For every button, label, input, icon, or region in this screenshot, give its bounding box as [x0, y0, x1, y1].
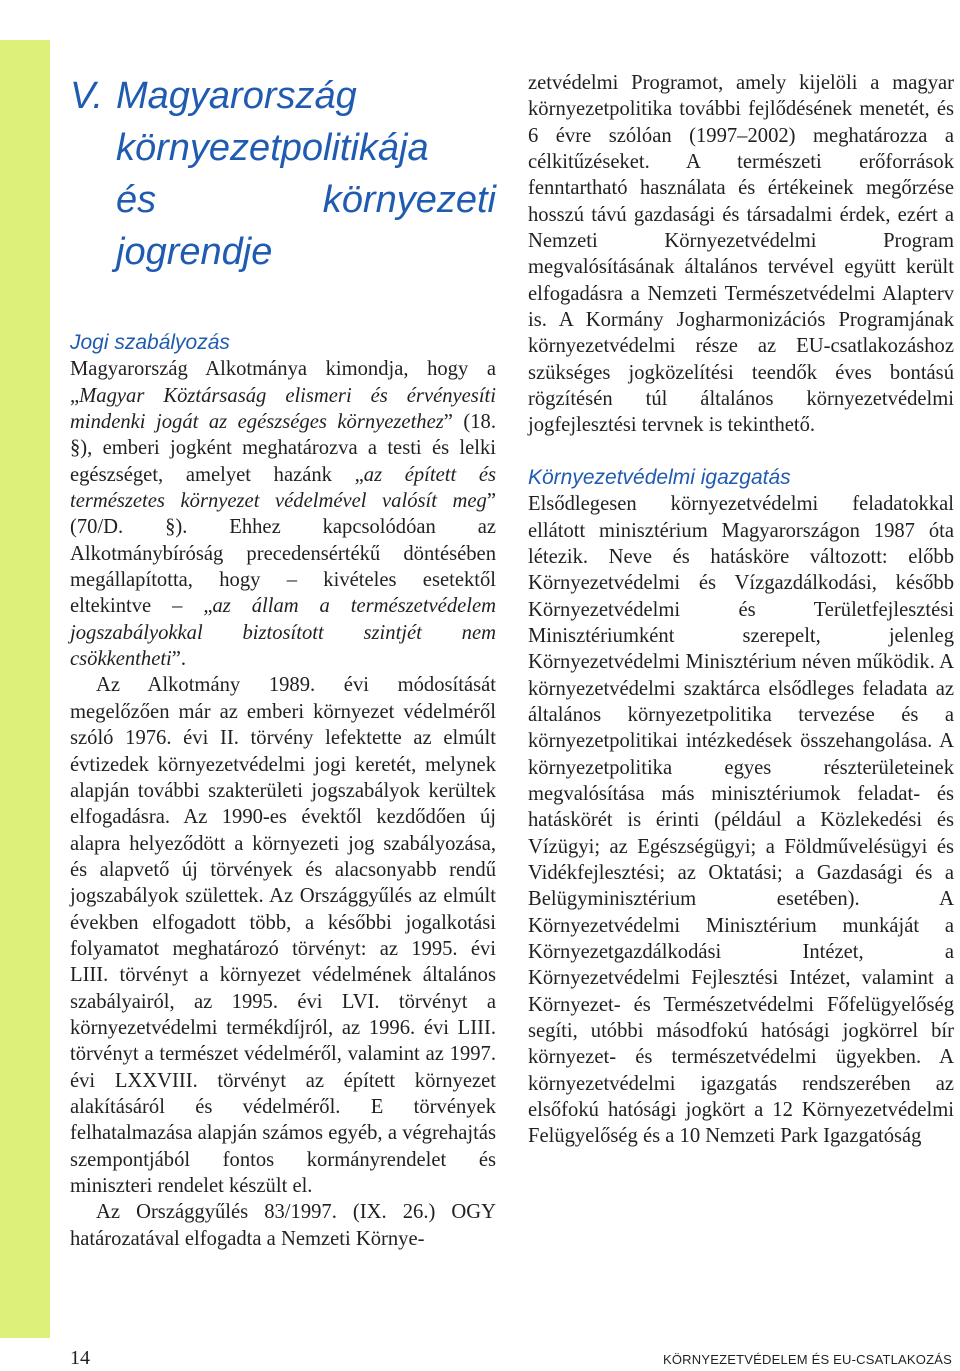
text-run: ” (18. §), emberi jogként meghatározva a testi és lelki egészséget, amelyet hazánk „: [70, 411, 497, 486]
chapter-title-text-1: Magyarország: [116, 75, 357, 117]
text-run: Magyarország Alkotmánya kimondja, hogy a „: [70, 358, 496, 407]
text-run: ” (70/D. §). Ehhez kapcsolódóan az Alkotmánybíróság precedensértékű döntésében megállapította, hogy – kivételes esetektől eltekintve – „: [70, 490, 496, 618]
quote-run: az állam a természetvédelem jogszabályokkal biztosított szintjét nem csökkentheti: [70, 595, 496, 671]
paragraph-laws: Az Alkotmány 1989. évi módosítását megelőzően már az emberi környezet védelméről szóló 1976. évi II. törvény lefektette az elmúlt évtizedek környezetvédelmi jogi keretét, melynek alapján további szakterületi jogszabályok kerültek elfogadásra. Az 1990-es évektől kezdődően új alapra helyeződött a környezeti jog szabályozása, és alapvető új törvények és alacsonyabb rendű jogszabályok születtek. Az Országgyűlés az elmúlt években elfogadott több, a későbbi jogalkotási folyamatot meghatározó törvényt: az 1995. évi LIII. törvényt a környezet védelmének általános szabályairól, az 1995. évi LVI. törvényt a környezetvédelmi termékdíjról, az 1996. évi LIII. törvényt a természet védelméről, valamint az 1997. évi LXXVIII. törvényt az épített környezet alakításáról és védelméről. E törvények felhatalmazása alapján számos egyéb, a végrehajtás szempontjából fontos kormányrendelet és miniszteri rendelet készült el.: [70, 674, 496, 1197]
quote-run: az épített és természetes környezet védelmével valósít meg: [70, 463, 496, 513]
paragraph-parliament: Az Országgyűlés 83/1997. (IX. 26.) OGY határozatával elfogadta a Nemzeti Környe-: [70, 1201, 496, 1250]
page-number: 14: [70, 1347, 90, 1369]
chapter-title-line-1: [70, 70, 496, 122]
paragraph-ministry: Elsődlegesen környezetvédelmi feladatokkal ellátott minisztérium Magyarországon 1987 óta létezik. Neve és hatásköre változott: előbb Környezetvédelmi és Vízgazdálkodási, később Környezetvédelmi és Területfejlesztési Minisztériumként szerepelt, jelenleg Környezetvédelmi Minisztérium néven működik. A környezetvédelmi szaktárca elsődleges feladata az általános környezetpolitika tervezése és a környezetpolitikai intézkedések összehangolása. A környezetpolitika egyes részterületeinek megvalósítása más minisztériumok feladat- és hatáskörét is érinti (például a Közlekedési és Vízügyi; az Egészségügyi; a Földművelésügyi és Vidékfejlesztési; az Oktatási; a Gazdasági és a Belügyminisztérium esetében). A Környezetvédelmi Minisztérium munkáját a Környezetgazdálkodási Intézet, a Környezetvédelmi Fejlesztési Intézet, valamint a Környezet- és Természetvédelmi Főfelügyelőség segíti, utóbbi másodfokú hatósági jogkörrel bír környezet- és természetvédelmi ügyekben. A környezetvédelmi igazgatás rendszerében az elsőfokú hatósági jogkört a 12 Környezetvédelmi Felügyelőség és a 10 Nemzeti Park Igazgatóság: [528, 493, 954, 1148]
paragraph-constitution: [70, 356, 496, 672]
decorative-side-bar: [0, 40, 50, 1338]
section-heading-legal-regulation: Jogi szabályozás: [70, 331, 230, 354]
chapter-title-line-2: környezetpolitikája: [116, 127, 429, 169]
chapter-title: [70, 70, 496, 278]
quote-run: Magyar Köztársaság elismeri és érvényesíti mindenki jogát az egészséges környezethez: [70, 384, 496, 434]
left-column: [70, 70, 496, 1252]
right-column: [528, 70, 954, 1150]
text-run: ”.: [171, 648, 187, 671]
chapter-title-line-3: és környezeti jogrendje: [116, 179, 496, 273]
running-footer-title: KÖRNYEZETVÉDELEM ÉS EU-CSATLAKOZÁS: [662, 1352, 952, 1367]
section-heading-administration: Környezetvédelmi igazgatás: [528, 465, 791, 489]
paragraph-national-program: zetvédelmi Programot, amely kijelöli a magyar környezetpolitika további fejlődésének menetét, és 6 évre szólóan (1997–2002) meghatározza a célkitűzéseket. A természeti erőforrások fenntartható használata és értékeinek megőrzése hosszú távú gazdasági és társadalmi érdek, ezért a Nemzeti Környezetvédelmi Program megvalósításának általános tervével együtt került elfogadásra a Nemzeti Természetvédelmi Alapterv is. A Kormány Jogharmonizációs Programjának környezetvédelmi része az EU-csatlakozáshoz szükséges jogközelítési teendők éves bontású rögzítésén túl általános környezetvédelmi jogfejlesztési tervnek is tekinthető.: [528, 72, 954, 437]
chapter-number: V.: [70, 75, 104, 117]
